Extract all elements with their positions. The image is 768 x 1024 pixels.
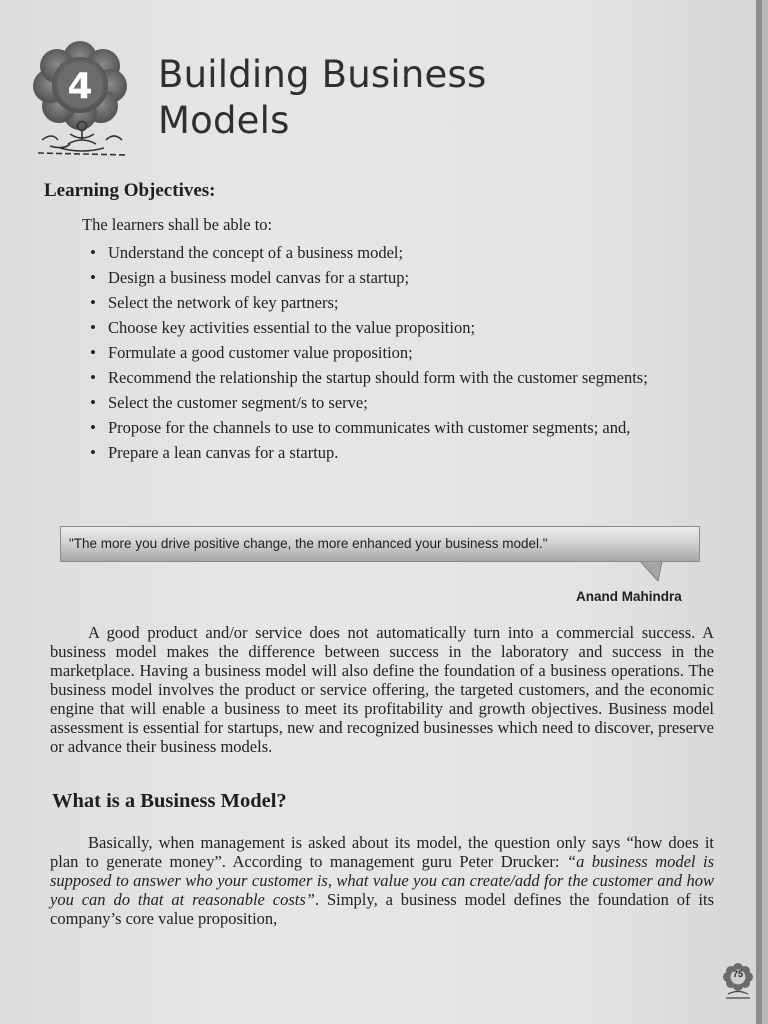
- objective-item: • Select the network of key partners;: [90, 294, 714, 312]
- page-number-flower-icon: [722, 962, 754, 1000]
- objective-item: • Select the customer segment/s to serve;: [90, 394, 714, 412]
- quote-text: "The more you drive positive change, the more enhanced your business model.": [69, 536, 548, 551]
- learning-objectives-heading: Learning Objectives:: [44, 180, 216, 201]
- chapter-title-line1: Building Business: [158, 53, 487, 96]
- intro-paragraph: A good product and/or service does not automatically turn into a commercial success. A business model makes the difference between success in the laboratory and success in the marketplace. Having a business model will also define the foundation of a business operations. The business model involves the product or service offering, the targeted customers, and the economic engine that will enable a business to meet its profitability and growth objectives. Business model assessment is essential for startups, new and recognized businesses which need to discover, preserve or advance their business models.: [50, 623, 714, 756]
- objective-item: • Prepare a lean canvas for a startup.: [90, 444, 714, 462]
- section-paragraph-start: Basically, when management is asked about its model, the question only says “how does it plan to generate money”. According to management guru Peter Drucker:: [50, 833, 714, 871]
- page-edge-shadow: [756, 0, 762, 1024]
- quote-author: Anand Mahindra: [576, 589, 682, 604]
- objective-item: • Propose for the channels to use to communicates with customer segments; and,: [90, 419, 714, 437]
- section-heading: What is a Business Model?: [52, 790, 287, 812]
- page-number: 75: [732, 969, 743, 979]
- objective-item: • Understand the concept of a business model;: [90, 244, 714, 262]
- chapter-number: 4: [67, 66, 93, 107]
- objective-item: • Design a business model canvas for a startup;: [90, 269, 714, 287]
- learning-objectives-list: [90, 244, 714, 469]
- speech-tail-icon: [640, 561, 664, 583]
- page-number-badge: [722, 962, 754, 1000]
- objective-item: • Recommend the relationship the startup should form with the customer segments;: [90, 369, 714, 387]
- section-paragraph: [50, 833, 714, 928]
- objective-item: • Choose key activities essential to the value proposition;: [90, 319, 714, 337]
- chapter-badge: [30, 36, 134, 158]
- chapter-title-line2: Models: [158, 99, 290, 142]
- section-paragraph-end: . Simply, a business model defines the foundation of its company’s core value proposition,: [50, 890, 714, 928]
- chapter-title: [158, 52, 486, 144]
- chapter-flower-icon: [30, 36, 134, 158]
- quote-banner: [60, 526, 700, 562]
- drucker-quote: “a business model is supposed to answer who your customer is, what value you can create/add for the customer and how you can do that at reasonable costs”: [50, 852, 714, 909]
- objective-item: • Formulate a good customer value proposition;: [90, 344, 714, 362]
- learning-objectives-intro: The learners shall be able to:: [82, 215, 273, 234]
